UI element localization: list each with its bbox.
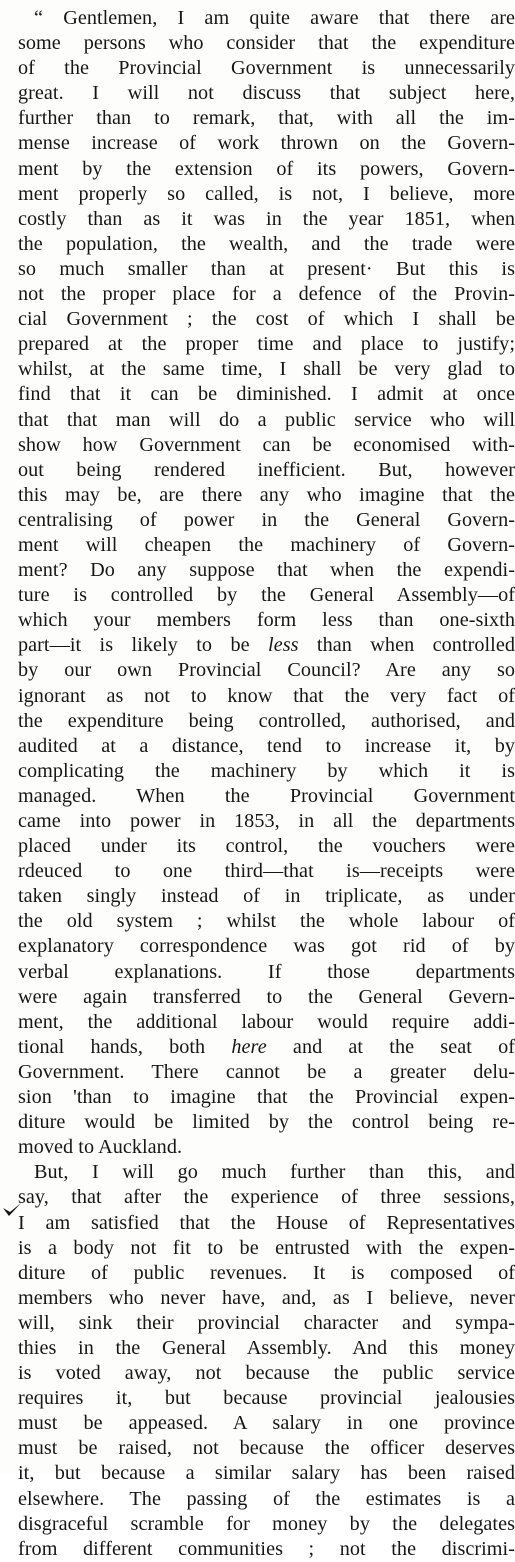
text-line: thies in the General Assembly. And this money: [18, 1336, 515, 1359]
italic-word: here: [231, 1035, 267, 1058]
text-column: [18, 6, 515, 1562]
text-line: the expenditure being controlled, authorised, and: [18, 709, 515, 732]
text-line: sion 'than to imagine that the Provincial expen-: [18, 1086, 515, 1109]
paragraph-2: [18, 1160, 515, 1562]
text-line: ment by the extension of its powers, Govern-: [18, 157, 515, 180]
text-line: so much smaller than at present· But this is: [18, 257, 515, 280]
text-line: diture of public revenues. It is composed of: [18, 1261, 515, 1284]
text-line: Government. There cannot be a greater delu-: [18, 1060, 515, 1083]
text-line: is a body not fit to be entrusted with the expen-: [18, 1236, 515, 1259]
text-line: mense increase of work thrown on the Govern-: [18, 132, 515, 155]
text-line: But, I will go much further than this, and: [34, 1161, 515, 1184]
text-line: ment properly so called, is not, I believe, more: [18, 182, 515, 205]
text-line: members who never have, and, as I believe, never: [18, 1286, 515, 1309]
italic-word: less: [268, 634, 299, 657]
text-line: prepared at the proper time and place to justify;: [18, 333, 515, 356]
text-line: show how Government can be economised with-: [18, 433, 515, 456]
text-line: moved to Auckland.: [18, 1136, 183, 1159]
text-line: the old system ; whilst the whole labour of: [18, 910, 515, 933]
text-line: audited at a distance, tend to increase it, by: [18, 734, 515, 757]
text-line: it, but because a similar salary has been raised: [18, 1462, 515, 1485]
text-line: taken singly instead of in triplicate, as under: [18, 885, 515, 908]
text-line: which your members form less than one-sixth: [18, 609, 515, 632]
text-line: I am satisfied that the House of Representatives: [18, 1211, 515, 1234]
text-line: out being rendered inefficient. But, however: [18, 458, 515, 481]
text-line: of the Provincial Government is unnecessarily: [18, 57, 515, 80]
text-line: must be appeased. A salary in one province: [18, 1412, 515, 1435]
text-line: explanatory correspondence was got rid of by: [18, 935, 515, 958]
text-line: is voted away, not because the public service: [18, 1362, 515, 1385]
text-line: from different communities ; not the discrimi-: [18, 1537, 515, 1560]
text-line: will, sink their provincial character and sympa-: [18, 1311, 515, 1334]
text-line: ture is controlled by the General Assembly—of: [18, 584, 515, 607]
text-line: ment? Do any suppose that when the expendi-: [18, 559, 515, 582]
text-line: “ Gentlemen, I am quite aware that there are: [34, 7, 515, 29]
paragraph-1: [18, 6, 515, 1160]
text-line: complicating the machinery by which it is: [18, 759, 515, 782]
text-line: placed under its control, the vouchers were: [18, 835, 515, 858]
text-line: ment will cheapen the machinery of Govern-: [18, 533, 515, 556]
text-line: rdeuced to one third—that is—receipts were: [18, 860, 515, 883]
text-line: whilst, at the same time, I shall be very glad to: [18, 358, 515, 381]
text-line: managed. When the Provincial Government: [18, 784, 515, 807]
text-line: not the proper place for a defence of the Provin-: [18, 283, 515, 306]
text-line: the population, the wealth, and the trade were: [18, 232, 515, 255]
text-line: ment, the additional labour would require addi-: [18, 1010, 515, 1033]
text-line: ignorant as not to know that the very fact of: [18, 684, 515, 707]
text-line: cial Government ; the cost of which I shall be: [18, 308, 515, 331]
text-line: by our own Provincial Council? Are any so: [18, 659, 515, 682]
text-line: elsewhere. The passing of the estimates is a: [18, 1487, 515, 1510]
text-line: diture would be limited by the control being re-: [18, 1111, 515, 1134]
text-line: costly than as it was in the year 1851, when: [18, 207, 515, 230]
text-line: were again transferred to the General Gevern-: [18, 985, 515, 1008]
text-line: must be raised, not because the officer deserves: [18, 1437, 515, 1460]
text-line: came into power in 1853, in all the departments: [18, 810, 515, 832]
text-line: verbal explanations. If those departments: [18, 960, 515, 983]
text-line-with-italic: tional hands, both here and at the seat of: [18, 1035, 515, 1058]
text-line: disgraceful scramble for money by the delegates: [18, 1512, 515, 1535]
text-line-with-italic: part—it is likely to be less than when controlled: [18, 634, 515, 657]
text-line: that that man will do a public service who will: [18, 408, 515, 431]
text-line: further than to remark, that, with all the im-: [18, 107, 515, 130]
text-line: find that it can be diminished. I admit at once: [18, 383, 515, 406]
text-line: some persons who consider that the expenditure: [18, 32, 515, 55]
text-line: great. I will not discuss that subject here,: [18, 82, 515, 105]
text-line: requires it, but because provincial jealousies: [18, 1387, 515, 1410]
text-line: say, that after the experience of three sessions,: [18, 1186, 515, 1209]
text-line: this may be, are there any who imagine that the: [18, 483, 515, 506]
text-line: centralising of power in the General Govern-: [18, 508, 515, 531]
